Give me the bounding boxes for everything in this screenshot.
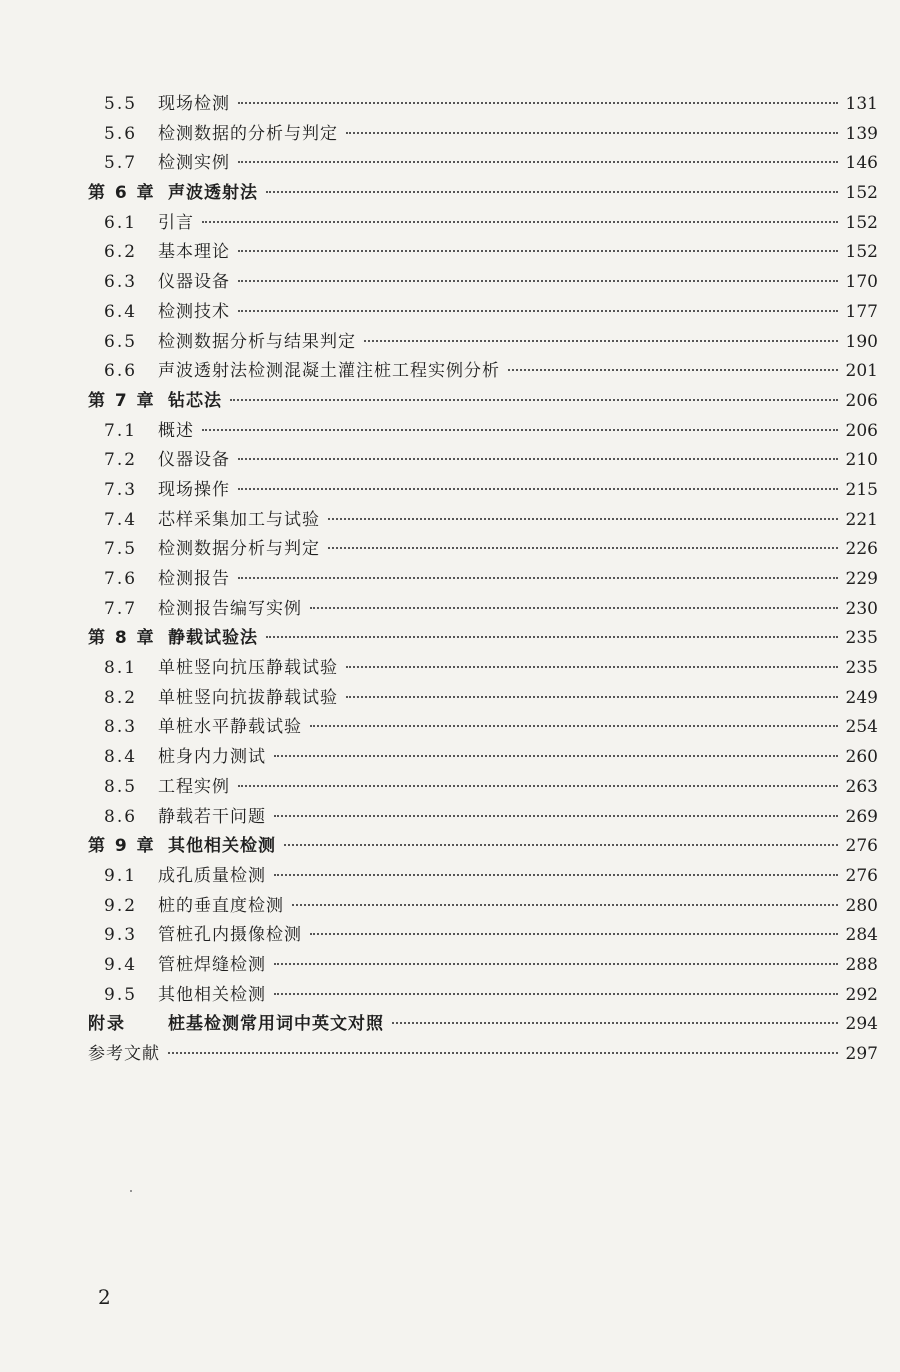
toc-entry-label	[88, 624, 258, 654]
toc-entry-page: 210	[845, 450, 878, 471]
toc-entry-page: 235	[845, 628, 878, 649]
toc-section-entry	[88, 713, 878, 743]
dot-leader	[202, 221, 838, 223]
toc-entry-page: 152	[845, 242, 878, 263]
toc-entry-page: 294	[845, 1014, 878, 1035]
toc-entry-page: 152	[845, 183, 878, 204]
toc-entry-number: 第 7 章	[88, 390, 156, 411]
dot-leader	[508, 369, 838, 371]
toc-entry-title: 检测数据分析与结果判定	[158, 331, 356, 352]
toc-section-entry	[88, 743, 878, 773]
toc-entry-label	[104, 328, 356, 358]
toc-entry-title: 检测实例	[158, 153, 230, 174]
toc-entry-title: 声波透射法	[168, 183, 258, 204]
toc-entry-label	[104, 90, 230, 120]
toc-entry-title: 单桩水平静载试验	[158, 717, 302, 738]
toc-entry-title: 其他相关检测	[168, 836, 276, 857]
toc-section-entry	[88, 357, 878, 387]
toc-entry-label	[104, 535, 320, 565]
dot-leader	[266, 191, 838, 193]
toc-entry-page: 276	[845, 836, 878, 857]
toc-entry-number: 第 6 章	[88, 183, 156, 204]
toc-section-entry	[88, 773, 878, 803]
toc-entry-page: 269	[845, 806, 878, 827]
toc-entry-label	[104, 892, 284, 922]
toc-entry-label	[104, 684, 338, 714]
dot-leader	[238, 250, 838, 252]
toc-entry-label	[104, 357, 500, 387]
toc-entry-title: 声波透射法检测混凝土灌注桩工程实例分析	[158, 361, 500, 382]
toc-entry-label	[104, 921, 302, 951]
toc-entry-number: 6.4	[104, 301, 138, 322]
toc-entry-label	[104, 595, 302, 625]
toc-section-entry	[88, 209, 878, 239]
toc-entry-page: 206	[845, 390, 878, 411]
toc-entry-label	[104, 268, 230, 298]
dot-leader	[274, 874, 838, 876]
toc-entry-number: 7.4	[104, 509, 138, 530]
toc-section-entry	[88, 506, 878, 536]
toc-entry-title: 仪器设备	[158, 272, 230, 293]
toc-entry-number: 9.1	[104, 865, 138, 886]
toc-section-entry	[88, 149, 878, 179]
dot-leader	[202, 429, 838, 431]
toc-entry-label	[88, 1040, 160, 1070]
dot-leader	[346, 696, 838, 698]
toc-entry-number: 5.7	[104, 153, 138, 174]
toc-section-entry	[88, 892, 878, 922]
toc-entry-page: 235	[845, 658, 878, 679]
toc-entry-title: 单桩竖向抗压静载试验	[158, 658, 338, 679]
toc-section-entry	[88, 654, 878, 684]
toc-entry-label	[104, 209, 194, 239]
toc-entry-number: 7.2	[104, 450, 138, 471]
toc-entry-page: 288	[845, 954, 878, 975]
toc-entry-number: 8.3	[104, 717, 138, 738]
toc-section-entry	[88, 417, 878, 447]
print-speck	[130, 1190, 132, 1192]
toc-entry-page: 297	[845, 1044, 878, 1064]
toc-entry-label	[104, 149, 230, 179]
dot-leader	[346, 132, 838, 134]
toc-entry-title: 成孔质量检测	[158, 865, 266, 886]
toc-entry-title: 芯样采集加工与试验	[158, 509, 320, 530]
toc-entry-title: 钻芯法	[168, 390, 222, 411]
toc-entry-title: 工程实例	[158, 776, 230, 797]
dot-leader	[238, 161, 838, 163]
toc-entry-number: 9.4	[104, 954, 138, 975]
toc-entry-title: 检测报告	[158, 569, 230, 589]
toc-entry-number: 8.5	[104, 776, 138, 797]
toc-section-entry	[88, 684, 878, 714]
toc-entry-title: 仪器设备	[158, 450, 230, 471]
toc-entry-number: 6.6	[104, 361, 138, 382]
toc-entry-number: 第 9 章	[88, 836, 156, 857]
toc-entry-title: 检测数据分析与判定	[158, 539, 320, 560]
dot-leader	[238, 785, 838, 787]
toc-entry-title: 桩基检测常用词中英文对照	[168, 1014, 384, 1035]
toc-entry-page: 201	[845, 361, 878, 382]
toc-entry-label	[104, 654, 338, 684]
toc-entry-page: 229	[845, 569, 878, 589]
toc-entry-number: 5.6	[104, 123, 138, 144]
toc-entry-page: 152	[845, 212, 878, 233]
toc-chapter-entry	[88, 387, 878, 417]
page-number: 2	[98, 1285, 111, 1309]
toc-entry-number: 8.1	[104, 658, 138, 679]
toc-entry-page: 215	[845, 479, 878, 500]
dot-leader	[328, 547, 838, 549]
toc-entry-page: 249	[845, 687, 878, 708]
toc-entry-page: 131	[845, 94, 878, 114]
toc-entry-number: 9.3	[104, 925, 138, 946]
toc-section-entry	[88, 298, 878, 328]
toc-entry-page: 284	[845, 925, 878, 946]
toc-entry-page: 276	[845, 865, 878, 886]
dot-leader	[274, 963, 838, 965]
dot-leader	[310, 607, 838, 609]
toc-entry-number: 8.2	[104, 687, 138, 708]
toc-entry-page: 190	[845, 331, 878, 352]
toc-entry-page: 260	[845, 747, 878, 768]
toc-entry-number: 6.1	[104, 212, 138, 233]
toc-section-entry	[88, 120, 878, 150]
dot-leader	[238, 310, 838, 312]
dot-leader	[346, 666, 838, 668]
toc-entry-label	[104, 298, 230, 328]
toc-entry-label	[104, 803, 266, 833]
toc-section-entry	[88, 90, 878, 120]
toc-entry-page: 230	[845, 598, 878, 619]
toc-entry-number: 9.2	[104, 895, 138, 916]
toc-entry-label	[104, 981, 266, 1011]
toc-section-entry	[88, 921, 878, 951]
toc-section-entry	[88, 862, 878, 892]
toc-chapter-entry	[88, 1010, 878, 1040]
toc-entry-number: 6.5	[104, 331, 138, 352]
toc-entry-number: 8.6	[104, 806, 138, 827]
toc-section-entry	[88, 328, 878, 358]
toc-entry-number: 6.2	[104, 242, 138, 263]
toc-section-entry	[88, 595, 878, 625]
toc-entry-title: 桩的垂直度检测	[158, 895, 284, 916]
dot-leader	[310, 725, 838, 727]
toc-entry-label	[88, 832, 276, 862]
toc-entry-title: 静载试验法	[168, 628, 258, 649]
table-of-contents	[88, 90, 878, 1070]
toc-entry-title: 检测数据的分析与判定	[158, 123, 338, 144]
dot-leader	[238, 458, 838, 460]
toc-entry-title: 基本理论	[158, 242, 230, 263]
toc-entry-label	[104, 417, 194, 447]
toc-entry-number: 7.6	[104, 569, 138, 589]
toc-entry-page: 292	[845, 984, 878, 1005]
toc-entry-page: 177	[845, 301, 878, 322]
toc-entry-title: 概述	[158, 420, 194, 441]
toc-entry-number: 7.5	[104, 539, 138, 560]
toc-entry-number: 9.5	[104, 984, 138, 1005]
toc-entry-title: 桩身内力测试	[158, 747, 266, 768]
dot-leader	[392, 1022, 838, 1024]
dot-leader	[266, 636, 838, 638]
toc-section-entry	[88, 476, 878, 506]
toc-section-entry	[88, 238, 878, 268]
toc-chapter-entry	[88, 624, 878, 654]
toc-section-entry	[88, 803, 878, 833]
toc-chapter-entry	[88, 1040, 878, 1070]
dot-leader	[238, 577, 838, 579]
dot-leader	[274, 815, 838, 817]
toc-entry-page: 221	[845, 509, 878, 530]
toc-entry-page: 146	[845, 153, 878, 174]
toc-section-entry	[88, 535, 878, 565]
toc-entry-number: 5.5	[104, 94, 138, 114]
toc-section-entry	[88, 981, 878, 1011]
dot-leader	[238, 488, 838, 490]
toc-entry-label	[104, 862, 266, 892]
dot-leader	[274, 993, 838, 995]
dot-leader	[238, 280, 838, 282]
toc-entry-title: 现场操作	[158, 479, 230, 500]
toc-entry-page: 206	[845, 420, 878, 441]
toc-entry-page: 263	[845, 776, 878, 797]
toc-entry-label	[104, 506, 320, 536]
toc-entry-label	[104, 476, 230, 506]
dot-leader	[238, 102, 838, 104]
dot-leader	[328, 518, 838, 520]
toc-chapter-entry	[88, 832, 878, 862]
toc-section-entry	[88, 565, 878, 595]
toc-entry-page: 226	[845, 539, 878, 560]
dot-leader	[230, 399, 838, 401]
toc-entry-number: 7.7	[104, 598, 138, 619]
toc-entry-title: 引言	[158, 212, 194, 233]
dot-leader	[310, 933, 838, 935]
toc-section-entry	[88, 268, 878, 298]
toc-entry-label	[104, 773, 230, 803]
toc-entry-title: 单桩竖向抗拔静载试验	[158, 687, 338, 708]
toc-entry-label	[104, 713, 302, 743]
toc-entry-title: 静载若干问题	[158, 806, 266, 827]
toc-entry-number: 第 8 章	[88, 628, 156, 649]
toc-section-entry	[88, 446, 878, 476]
toc-entry-title: 管桩孔内摄像检测	[158, 925, 302, 946]
toc-entry-title: 现场检测	[158, 94, 230, 114]
toc-entry-label	[104, 446, 230, 476]
toc-entry-label	[88, 387, 222, 417]
dot-leader	[364, 340, 838, 342]
toc-entry-number: 8.4	[104, 747, 138, 768]
toc-entry-label	[104, 743, 266, 773]
toc-entry-page: 170	[845, 272, 878, 293]
toc-entry-label	[104, 565, 230, 595]
toc-entry-label	[88, 1010, 384, 1040]
toc-entry-number: 7.3	[104, 479, 138, 500]
dot-leader	[168, 1052, 838, 1054]
toc-entry-label	[104, 238, 230, 268]
toc-entry-number: 6.3	[104, 272, 138, 293]
toc-entry-page: 139	[845, 123, 878, 144]
toc-entry-title: 其他相关检测	[158, 984, 266, 1005]
dot-leader	[292, 904, 838, 906]
toc-entry-title: 检测报告编写实例	[158, 598, 302, 619]
dot-leader	[274, 755, 838, 757]
toc-chapter-entry	[88, 179, 878, 209]
toc-entry-title: 管桩焊缝检测	[158, 954, 266, 975]
toc-entry-label	[104, 951, 266, 981]
toc-entry-label	[104, 120, 338, 150]
toc-entry-label	[88, 179, 258, 209]
dot-leader	[284, 844, 838, 846]
toc-entry-page: 254	[845, 717, 878, 738]
toc-entry-title: 参考文献	[88, 1044, 160, 1064]
toc-entry-number: 附录	[88, 1014, 126, 1035]
toc-entry-number: 7.1	[104, 420, 138, 441]
toc-section-entry	[88, 951, 878, 981]
toc-entry-title: 检测技术	[158, 301, 230, 322]
toc-entry-page: 280	[845, 895, 878, 916]
